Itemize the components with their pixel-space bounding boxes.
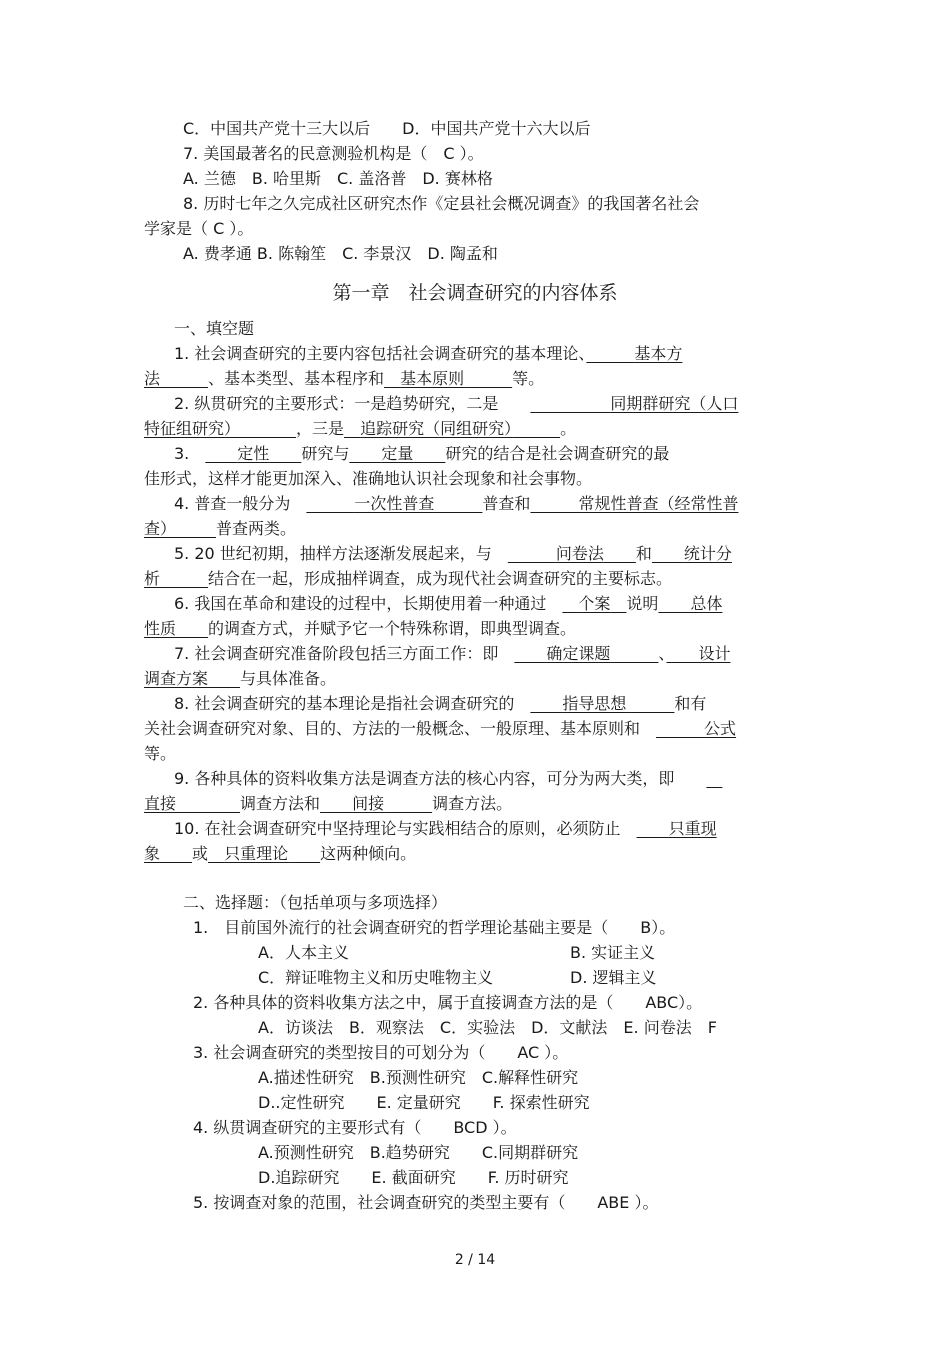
choice-question: 1. 目前国外流行的社会调查研究的哲学理论基础主要是（ B）。 [193,918,676,937]
fill-question-line: 8. 社会调查研究的基本理论是指社会调查研究的 指导思想 和有 [174,694,707,713]
section-heading: 二、选择题：（包括单项与多项选择） [183,893,448,912]
choice-option: A.描述性研究 B.预测性研究 C.解释性研究 [258,1068,579,1087]
choice-option: B. 实证主义 [570,943,656,962]
fill-question-line: 调查方案 与具体准备。 [144,669,337,688]
section-heading: 一、填空题 [174,319,255,338]
fill-question-line: 1. 社会调查研究的主要内容包括社会调查研究的基本理论、 基本方 [174,344,683,363]
fill-question-line: 10. 在社会调查研究中坚持理论与实践相结合的原则，必须防止 只重现 [174,819,717,838]
choice-question: 5. 按调查对象的范围，社会调查研究的类型主要有（ ABE ）。 [193,1193,659,1212]
choice-option: D. 逻辑主义 [570,968,657,987]
fill-question-line: 4. 普查一般分为 一次性普查 普查和 常规性普查（经常性普 [174,494,739,513]
fill-question-line: 象 或 只重理论 这两种倾向。 [144,844,417,863]
choice-option: A．访谈法 B．观察法 C．实验法 D．文献法 E. 问卷法 F [258,1018,717,1037]
choice-option: A.预测性研究 B.趋势研究 C.同期群研究 [258,1143,579,1162]
fill-question-line: 特征组研究） ，三是 追踪研究（同组研究） 。 [144,419,577,438]
chapter-title: 第一章 社会调查研究的内容体系 [332,282,618,304]
fill-question-line: 析 结合在一起，形成抽样调查，成为现代社会调查研究的主要标志。 [144,569,673,588]
fill-question-line: 6. 我国在革命和建设的过程中，长期使用着一种通过 个案 说明 总体 [174,594,723,613]
fill-question-line: 2. 纵贯研究的主要形式：一是趋势研究，二是 同期群研究（人口 [174,394,739,413]
page-number: 2 / 14 [454,1252,496,1268]
fill-question-line: 9. 各种具体的资料收集方法是调查方法的核心内容，可分为两大类，即 [174,769,675,788]
fill-question-line: 3. 定性 研究与 定量 研究的结合是社会调查研究的最 [174,444,670,463]
choice-question: 4. 纵贯调查研究的主要形式有（ BCD ）。 [193,1118,517,1137]
fill-question-line: 直接 调查方法和 间接 调查方法。 [144,794,513,813]
question-line: 学家是（ C ）。 [144,219,254,238]
fill-question-line: 查） 普查两类。 [144,519,297,538]
option-line: A. 费孝通 B. 陈翰笙 C. 李景汉 D. 陶孟和 [183,244,498,263]
fill-question-line: 7. 社会调查研究准备阶段包括三方面工作：即 确定课题 、 设计 [174,644,731,663]
fill-question-line: 法 、基本类型、基本程序和 基本原则 等。 [144,369,545,388]
choice-option: D..定性研究 E. 定量研究 F. 探索性研究 [258,1093,590,1112]
question-line: 8. 历时七年之久完成社区研究杰作《定县社会概况调查》的我国著名社会 [183,194,700,213]
choice-option: C．辩证唯物主义和历史唯物主义 [258,968,494,987]
choice-question: 3. 社会调查研究的类型按目的可划分为（ AC ）。 [193,1043,569,1062]
option-line: A. 兰德 B. 哈里斯 C. 盖洛普 D. 赛林格 [183,169,493,188]
fill-question-line: 佳形式，这样才能更加深入、准确地认识社会现象和社会事物。 [144,469,593,488]
fill-question-line: 5. 20 世纪初期，抽样方法逐渐发展起来，与 问卷法 和 统计分 [174,544,732,563]
fill-question-line: 关社会调查研究对象、目的、方法的一般概念、一般原理、基本原则和 公式 [144,719,737,738]
option-line: C．中国共产党十三大以后 D．中国共产党十六大以后 [183,119,591,138]
choice-question: 2. 各种具体的资料收集方法之中，属于直接调查方法的是（ ABC）。 [193,993,703,1012]
choice-option: A．人本主义 [258,943,349,962]
choice-option: D.追踪研究 E. 截面研究 F. 历时研究 [258,1168,569,1187]
fill-question-line: 性质 的调查方式，并赋予它一个特殊称谓，即典型调查。 [144,619,577,638]
fill-question-line: 等。 [144,744,177,763]
question-line: 7. 美国最著名的民意测验机构是（ C ）。 [183,144,484,163]
